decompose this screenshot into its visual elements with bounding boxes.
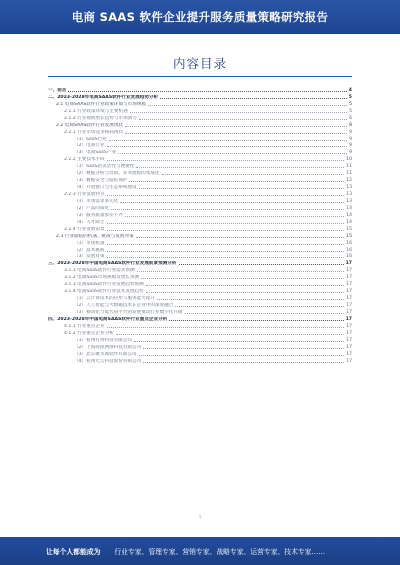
toc-entry-title: 2.2.4 行业发展前景 xyxy=(64,226,105,232)
toc-entry[interactable] xyxy=(48,266,352,273)
toc-entry-page: 13 xyxy=(346,198,352,204)
toc-dot-leader xyxy=(125,216,344,217)
toc-entry-title: （4）人才缺乏 xyxy=(74,219,105,225)
toc-entry-title: 三、2023-2028年中国电商SAAS软件行业发展前景预测分析 xyxy=(48,261,177,267)
toc-entry-page: 4 xyxy=(348,87,352,93)
toc-entry[interactable] xyxy=(48,350,352,357)
toc-entry-page: 14 xyxy=(346,212,352,218)
toc-entry-page: 10 xyxy=(346,157,352,163)
toc-entry[interactable] xyxy=(48,253,352,260)
toc-dot-leader xyxy=(107,251,345,252)
toc-entry-page: 11 xyxy=(346,171,352,177)
toc-dot-leader xyxy=(148,105,347,106)
toc-entry-title: 3.1.1 电商SaaS软件行业需求预测 xyxy=(64,268,135,274)
toc-entry-page: 17 xyxy=(346,358,352,364)
toc-entry[interactable] xyxy=(48,176,352,183)
toc-dot-leader xyxy=(139,188,344,189)
toc-entry[interactable] xyxy=(48,259,352,266)
toc-dot-leader xyxy=(162,174,345,175)
toc-entry[interactable] xyxy=(48,162,352,169)
toc-dot-leader xyxy=(107,230,344,231)
toc-entry-title: 2.2.1 行业市场竞争格局现状 xyxy=(64,129,124,135)
toc-entry-page: 9 xyxy=(349,143,352,149)
report-footer xyxy=(0,537,400,565)
toc-entry-title: 2.2.3 行业发展特点 xyxy=(64,192,105,197)
toc-dot-leader xyxy=(175,306,344,307)
toc-entry[interactable] xyxy=(48,232,352,239)
toc-entry-title: 2.1.1 行业政策环境与主要机遇 xyxy=(64,108,128,114)
toc-dot-leader xyxy=(107,160,344,161)
toc-dot-leader xyxy=(120,202,344,203)
toc-title: 内容目录 xyxy=(172,56,227,71)
toc-entry-page: 14 xyxy=(346,219,352,225)
toc-entry-title: 2.2 电商SAAS软件行业发展现状 xyxy=(56,122,124,128)
report-header xyxy=(0,0,400,34)
toc-dot-leader xyxy=(107,244,345,245)
toc-entry-page: 17 xyxy=(346,268,352,274)
toc-dot-leader xyxy=(107,327,344,328)
toc-entry[interactable] xyxy=(48,155,352,162)
toc-dot-leader xyxy=(143,348,344,349)
toc-entry[interactable] xyxy=(48,357,352,364)
toc-entry-title: 一、前言 xyxy=(48,87,67,93)
toc-dot-leader xyxy=(130,112,347,113)
toc-entry[interactable] xyxy=(48,183,352,190)
toc-entry-page: 6 xyxy=(349,115,352,121)
toc-entry-title: （1）SaaS的灵活性与便捷性 xyxy=(74,164,135,170)
toc-entry-title: 2.1.2 行业规模增长趋势与市场潜力 xyxy=(64,115,137,121)
toc-dot-leader xyxy=(107,257,345,258)
toc-dot-leader xyxy=(107,223,345,224)
toc-dot-leader xyxy=(157,299,344,300)
toc-entry-title: （1）杭州有赞科技有限公司 xyxy=(74,337,133,343)
toc-entry[interactable] xyxy=(48,169,352,176)
toc-entry-title: 4.1.2 行业重点企业分析 xyxy=(64,330,114,336)
toc-entry-page: 17 xyxy=(346,296,352,302)
toc-entry-page: 13 xyxy=(346,192,352,197)
toc-entry[interactable] xyxy=(48,86,352,93)
toc-entry[interactable] xyxy=(48,218,352,225)
toc-dot-leader xyxy=(141,278,344,279)
toc-entry-title: 2.2.2 主要技术手段 xyxy=(64,157,105,163)
toc-entry[interactable] xyxy=(48,343,352,350)
toc-entry-page: 9 xyxy=(349,129,352,135)
toc-entry-title: 四、2023-2028年中国电商SAAS软件行业重点企业分析 xyxy=(48,316,168,322)
toc-entry-title: 3.1.3 电商SaaS软件行业发展趋势预测 xyxy=(64,282,144,288)
toc-dot-leader xyxy=(136,237,344,238)
toc-dot-leader xyxy=(125,133,347,134)
toc-entry-page: 12 xyxy=(346,178,352,184)
toc-entry[interactable] xyxy=(48,225,352,232)
toc-entry-page: 17 xyxy=(346,330,352,336)
toc-entry[interactable] xyxy=(48,246,352,253)
footer-roles: 行业专家、管理专家、营销专家、战略专家、运营专家、技术专家…… xyxy=(114,548,326,556)
toc-entry[interactable] xyxy=(48,114,352,121)
toc-dot-leader xyxy=(179,264,344,265)
toc-entry-title: （1）市场需求多元化 xyxy=(74,198,119,204)
toc-entry-title: （4）开放接口与生态系统建设 xyxy=(74,185,137,191)
toc-entry-page: 5 xyxy=(349,108,352,114)
toc-dot-leader xyxy=(146,292,344,293)
toc-entry[interactable] xyxy=(48,190,352,197)
toc-dot-leader xyxy=(109,140,347,141)
toc-entry-title: 3.1.4 电商SaaS软件行业技术发展趋势 xyxy=(64,289,144,295)
toc-entry-title: 4.1.1 行业重点企业 xyxy=(64,323,105,329)
toc-entry-page: 17 xyxy=(346,309,352,315)
report-title: 电商 SAAS 软件企业提升服务质量策略研究报告 xyxy=(71,10,329,24)
toc-entry-page: 9 xyxy=(349,136,352,142)
toc-dot-leader xyxy=(129,181,344,182)
page-number: 1 xyxy=(198,514,202,519)
toc-entry-title: 3.1.2 电商SaaS市场规模及增长预测 xyxy=(64,275,140,281)
toc-entry-title: （1）云计算技术的应用与服务能力提升 xyxy=(74,296,156,302)
toc-entry-page: 5 xyxy=(348,94,352,100)
toc-entry[interactable] xyxy=(48,197,352,204)
toc-entry[interactable] xyxy=(48,107,352,114)
toc-entry-page: 11 xyxy=(346,164,352,170)
toc-entry[interactable] xyxy=(48,322,352,329)
toc-entry-title: （3）服务质量参差不齐 xyxy=(74,212,123,218)
toc-entry-title: （4）杭州光云科技股份有限公司 xyxy=(74,358,142,364)
toc-entry[interactable] xyxy=(48,280,352,287)
toc-entry-page: 17 xyxy=(346,337,352,343)
toc-entry[interactable] xyxy=(48,301,352,308)
toc-entry-page: 9 xyxy=(349,150,352,156)
toc-entry-title: （1）SaaS行业 xyxy=(74,136,107,142)
toc-entry-page: 17 xyxy=(346,282,352,288)
toc-entry-page: 13 xyxy=(346,185,352,191)
toc-entry[interactable] xyxy=(48,239,352,246)
toc-dot-leader xyxy=(107,146,348,147)
toc-entry-title: （2）人工智能与大数据技术在企业中的深度融合 xyxy=(74,303,174,308)
toc-entry-title: 2.1 电商SAAS软件行业政策环境与市场规模 xyxy=(56,101,147,107)
table-of-contents xyxy=(48,86,352,364)
toc-dot-leader xyxy=(143,362,344,363)
toc-dot-leader xyxy=(139,119,347,120)
toc-entry[interactable] xyxy=(48,100,352,107)
toc-entry-page: 16 xyxy=(346,240,352,246)
toc-entry-title: （2）上海商派网络科技有限公司 xyxy=(74,344,142,350)
toc-entry[interactable] xyxy=(48,336,352,343)
toc-dot-leader xyxy=(134,341,344,342)
toc-entry-page: 17 xyxy=(346,351,352,357)
toc-dot-leader xyxy=(107,195,344,196)
toc-entry-page: 17 xyxy=(345,316,352,322)
toc-dot-leader xyxy=(139,355,344,356)
toc-dot-leader xyxy=(116,334,344,335)
toc-entry[interactable] xyxy=(48,128,352,135)
toc-entry-title: 2.3 行业面临的机遇、挑战与发展对策 xyxy=(56,233,134,239)
toc-entry[interactable] xyxy=(48,308,352,315)
toc-entry[interactable] xyxy=(48,273,352,280)
toc-dot-leader xyxy=(111,209,344,210)
toc-entry-title: （2）产品同质化 xyxy=(74,205,110,211)
toc-dot-leader xyxy=(160,98,347,99)
toc-entry-page: 16 xyxy=(346,254,352,260)
toc-entry[interactable] xyxy=(48,329,352,336)
toc-entry-page: 5 xyxy=(349,101,352,107)
toc-entry[interactable] xyxy=(48,121,352,128)
toc-entry-page: 15 xyxy=(346,233,352,239)
toc-entry-page: 14 xyxy=(346,205,352,211)
toc-entry-title: （2）技术挑战 xyxy=(74,247,105,253)
toc-entry[interactable] xyxy=(48,294,352,301)
toc-entry-title: （3）发展对策 xyxy=(74,254,105,260)
toc-entry-page: 17 xyxy=(346,289,352,295)
toc-entry[interactable] xyxy=(48,315,352,322)
toc-entry-page: 8 xyxy=(349,122,352,128)
toc-dot-leader xyxy=(118,153,347,154)
toc-entry-title: （3）电商SaaS产业 xyxy=(74,150,116,156)
toc-entry-title: （2）电商行业 xyxy=(74,143,105,149)
title-divider xyxy=(48,76,352,77)
toc-dot-leader xyxy=(137,271,345,272)
toc-entry[interactable] xyxy=(48,211,352,218)
toc-entry-page: 17 xyxy=(346,344,352,350)
toc-entry-title: （3）数据安全与隐私保护 xyxy=(74,178,128,184)
toc-entry-page: 17 xyxy=(346,323,352,329)
toc-entry-title: （3）移动化与低代码平台的发展推动行业数字化升级 xyxy=(74,309,183,315)
toc-entry[interactable] xyxy=(48,135,352,142)
toc-dot-leader xyxy=(125,126,347,127)
toc-entry-page: 17 xyxy=(346,275,352,281)
toc-entry[interactable] xyxy=(48,204,352,211)
footer-lead: 让每个人都能成为 xyxy=(46,548,101,556)
toc-entry-page: 17 xyxy=(346,303,352,308)
toc-entry-title: 二、2023-2028年电商SAAS软件行业发展趋势分析 xyxy=(48,94,159,100)
toc-entry-page: 16 xyxy=(346,247,352,253)
toc-entry-title: （1）市场机遇 xyxy=(74,240,105,246)
toc-dot-leader xyxy=(136,167,344,168)
toc-entry-page: 17 xyxy=(345,261,352,267)
toc-dot-leader xyxy=(185,313,345,314)
toc-entry[interactable] xyxy=(48,148,352,155)
toc-entry-title: （2）数据分析与营销、业务流程的集成化 xyxy=(74,171,160,177)
toc-dot-leader xyxy=(169,320,343,321)
toc-entry-page: 15 xyxy=(346,226,352,232)
toc-entry-title: （3）北京聚水潭软件有限公司 xyxy=(74,351,137,357)
toc-entry[interactable] xyxy=(48,287,352,294)
toc-entry[interactable] xyxy=(48,93,352,100)
toc-entry[interactable] xyxy=(48,142,352,149)
toc-dot-leader xyxy=(146,285,344,286)
toc-dot-leader xyxy=(68,91,346,92)
